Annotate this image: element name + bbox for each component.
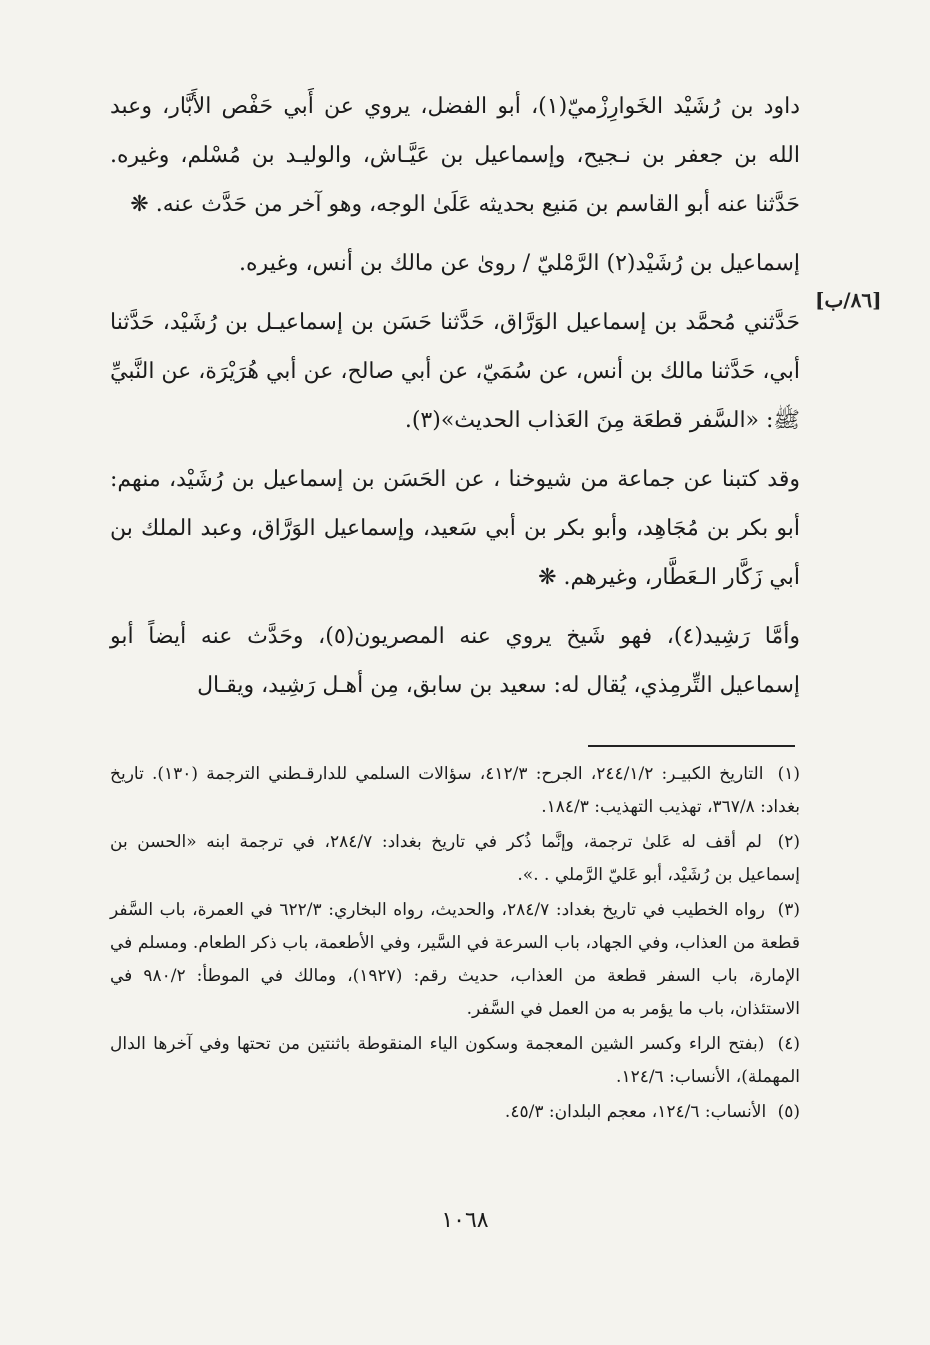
footnotes-section [110, 758, 800, 1131]
footnote-text: رواه الخطيب في تاريخ بغداد: ٢٨٤/٧، والحديث، رواه البخاري: ٦٢٢/٣ في العمرة، باب السَّفر قطعة من العذاب، وفي الجهاد، باب السرعة في السَّير، وفي الأطعمة، باب ذكر الطعام. ومسلم في الإمارة، باب السفر قطعة من العذاب، حديث رقم: (١٩٢٧)، ومالك في الموطأ: ٩٨٠/٢ في الاستئذان، باب ما يؤمر به من العمل في السَّفر. [110, 900, 801, 1019]
paragraph-dawud-bin-rushayd: داود بن رُشَيْد الخَوارِزْميّ(١)، أبو الفضل، يروي عن أَبي حَفْص الأَبَّار، وعبد الله بن جعفر بن نـجيح، وإسماعيل بن عَيَّـاش، والوليـد بن مُسْلم، وغيره. حَدَّثنا عنه أبو القاسم بن مَنيع بحديثه عَلَىٰ الوجه، وهو آخر من حَدَّث عنه. ❋ [110, 94, 800, 217]
paragraph-rashid: وأمَّا رَشِيد(٤)، فهو شَيخ يروي عنه المصريون(٥)، وحَدَّث عنه أيضاً أبو إسماعيل التِّرمِذي، يُقال له: سعيد بن سابق، مِن أهـل رَشِيد، ويقـال [110, 624, 800, 698]
paragraph-hadith-narration: حَدَّثني مُحمَّد بن إسماعيل الوَرَّاق، حَدَّثنا حَسَن بن إسماعيـل بن رُشَيْد، حَدَّثنا أبي، حَدَّثنا مالك بن أنس، عن سُمَيّ، عن أبي صالح، عن أبي هُرَيْرَة، عن النَّبيِّ ﷺ: «السَّفر قطعَة مِنَ العَذاب الحديث»(٣). [110, 310, 800, 433]
footnote-text: الأنساب: ١٢٤/٦، معجم البلدان: ٤٥/٣. [504, 1102, 767, 1122]
footnote-4 [110, 1028, 800, 1094]
footnote-text: (بفتح الراء وكسر الشين المعجمة وسكون الياء المنقوطة باثنتين من تحتها وفي آخرها الدال المهملة)، الأنساب: ١٢٤/٦. [110, 1034, 800, 1087]
footnote-number: (٥) [777, 1102, 800, 1122]
footnote-number: (١) [777, 764, 801, 784]
footnote-1 [110, 758, 800, 824]
footnote-number: (٢) [777, 832, 801, 852]
footnote-3 [110, 894, 800, 1026]
footnote-2 [110, 826, 800, 892]
footnote-number: (٣) [777, 900, 800, 920]
paragraph-ismail-bin-rushayd: إسماعيل بن رُشَيْد(٢) الرَّمْليّ / روىٰ عن مالك بن أنس، وغيره. [239, 251, 800, 276]
footnote-text: لم أقف له عَلىٰ ترجمة، وإنَّما ذُكر في تاريخ بغداد: ٢٨٤/٧، في ترجمة ابنه «الحسن بن إسماعيل بن رُشَيْد، أبو عَليّ الرَّملي . .». [110, 832, 800, 885]
margin-folio-marker: [٨٦/ب] [815, 288, 882, 312]
paragraph-narrators-list: وقد كتبنا عن جماعة من شيوخنا ، عن الحَسَن بن إسماعيل بن رُشَيْد، منهم: أبو بكر بن مُجَاهِد، وأبو بكر بن أبي سَعيد، وإسماعيل الوَرَّاق، وعبد الملك بن أبي زَكَّار الـعَطَّار، وغيرهم. ❋ [110, 467, 800, 590]
main-text-body [110, 82, 800, 720]
footnote-separator-rule [588, 745, 795, 747]
page-number: ١٠٦٨ [441, 1208, 489, 1233]
footnote-text: التاريخ الكبيـر: ٢٤٤/١/٢، الجرح: ٤١٢/٣، سؤالات السلمي للدارقـطني الترجمة (١٣٠). تاريخ بغداد: ٣٦٧/٨، تهذيب التهذيب: ١٨٤/٣. [110, 764, 800, 817]
footnote-number: (٤) [777, 1034, 800, 1054]
footnote-5 [110, 1096, 800, 1129]
